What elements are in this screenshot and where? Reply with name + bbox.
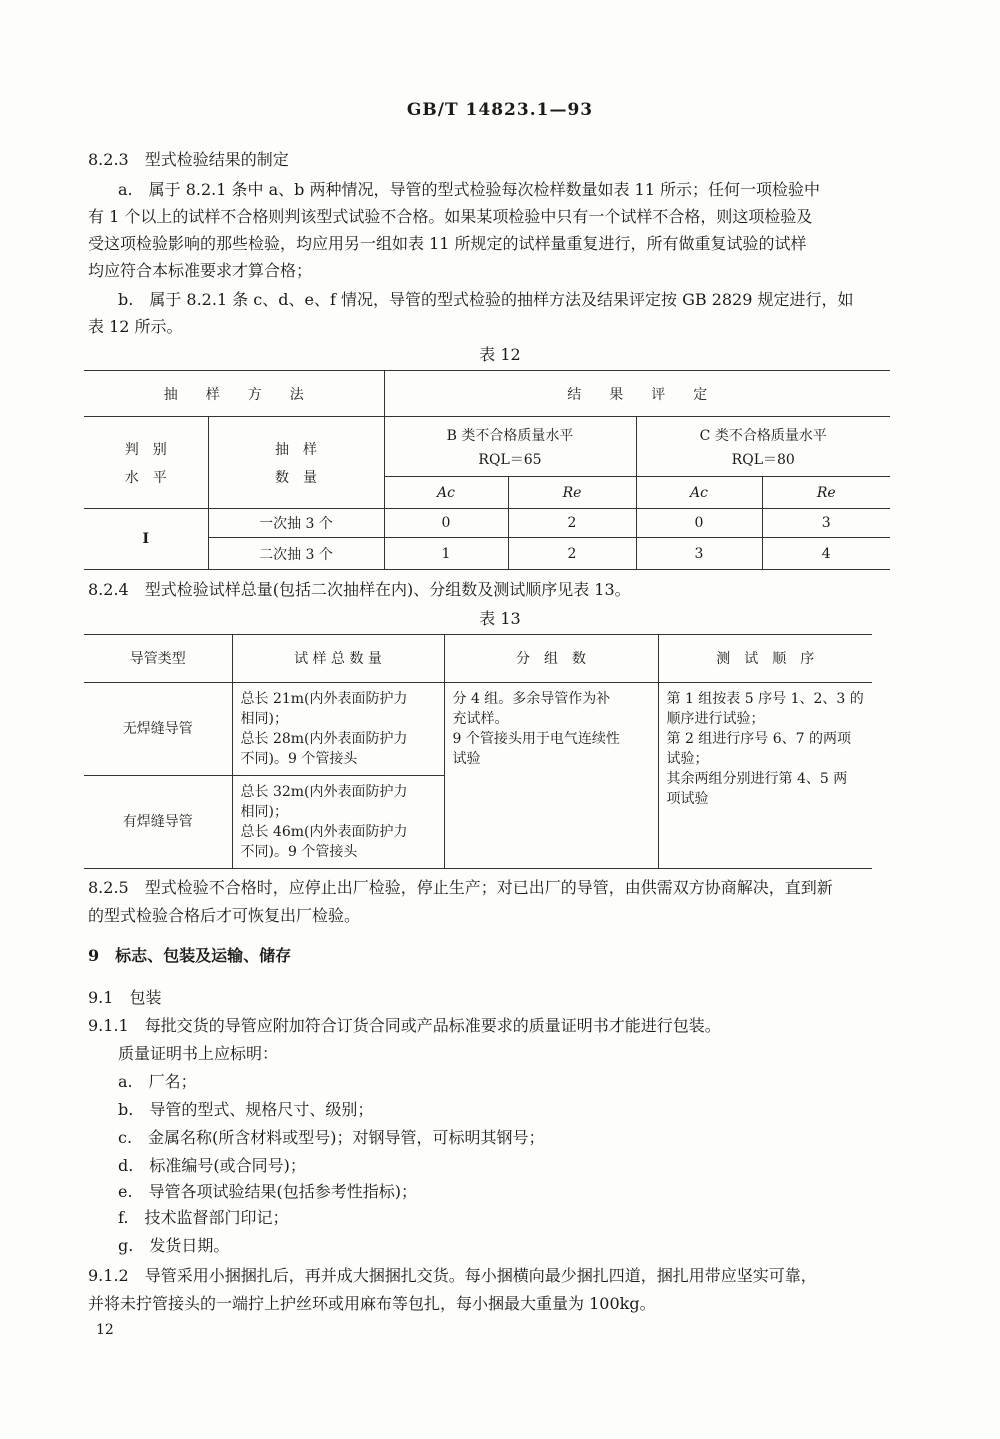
t12-header-b xyxy=(384,417,636,477)
t13-row2-total-line: 不同)。9 个管接头 xyxy=(240,844,358,860)
t13-row1-total xyxy=(232,683,444,776)
section-8-2-5-line1: 8.2.5 型式检验不合格时，应停止出厂检验，停止生产；对已出厂的导管，由供需双方协商解决，直到新 xyxy=(88,878,833,897)
t13-order-line: 其余两组分别进行第 4、5 两 xyxy=(666,771,848,787)
t12-level-value: I xyxy=(84,509,208,570)
section-8-2-5-line2: 的型式检验合格后才可恢复出厂检验。 xyxy=(88,906,361,925)
t12-b-line1: B 类不合格质量水平 xyxy=(446,427,574,444)
t13-groups-cell xyxy=(444,683,658,869)
standard-header: GB/T 14823.1—93 xyxy=(406,100,594,120)
t13-order-cell xyxy=(658,683,872,869)
t13-header-type: 导管类型 xyxy=(84,635,232,683)
t12-c-re: Re xyxy=(762,477,890,509)
t13-order-line: 第 1 组按表 5 序号 1、2、3 的 xyxy=(666,691,864,707)
t12-row2-b-ac: 1 xyxy=(384,538,508,570)
t13-row2-type: 有焊缝导管 xyxy=(84,776,232,869)
t12-row2-plan: 二次抽 3 个 xyxy=(208,538,384,570)
t12-c-line1: C 类不合格质量水平 xyxy=(699,427,827,444)
section-9-1-1-line1: 9.1.1 每批交货的导管应附加符合订货合同或产品标准要求的质量证明书才能进行包装。 xyxy=(88,1016,721,1035)
table12-caption: 表 12 xyxy=(479,345,521,364)
page-number: 12 xyxy=(96,1322,114,1338)
section-9-1-2-line2: 并将未拧管接头的一端拧上护丝环或用麻布等包扎，每小捆最大重量为 100kg。 xyxy=(88,1294,656,1313)
t12-row2-c-ac: 3 xyxy=(636,538,762,570)
list-item-d: d. 标准编号(或合同号)； xyxy=(118,1156,306,1175)
list-item-b: b. 导管的型式、规格尺寸、级别； xyxy=(118,1100,374,1119)
para-a-line2: 有 1 个以上的试样不合格则判该型式试验不合格。如果某项检验中只有一个试样不合格，则这项检验及 xyxy=(88,207,813,226)
t13-row2-total-line: 总长 32m(内外表面防护力 xyxy=(240,784,408,800)
para-a-line3: 受这项检验影响的那些检验，均应用另一组如表 11 所规定的试样量重复进行，所有做重复试验的试样 xyxy=(88,234,807,253)
section-8-2-3-title: 8.2.3 型式检验结果的制定 xyxy=(88,150,289,169)
list-item-e: e. 导管各项试验结果(包括参考性指标)； xyxy=(118,1182,418,1201)
t12-row2-b-re: 2 xyxy=(508,538,636,570)
t12-header-result: 结 果 评 定 xyxy=(384,371,890,417)
t12-header-c xyxy=(636,417,890,477)
t12-row1-b-re: 2 xyxy=(508,509,636,538)
section-9-title: 9 标志、包装及运输、储存 xyxy=(88,946,292,965)
t12-row1-c-re: 3 xyxy=(762,509,890,538)
list-item-f: f. 技术监督部门印记； xyxy=(118,1208,289,1227)
t12-row1-plan: 一次抽 3 个 xyxy=(208,509,384,538)
t13-groups-line: 试验 xyxy=(452,751,481,767)
t12-header-method: 抽 样 方 法 xyxy=(84,371,384,417)
t13-header-order: 测 试 顺 序 xyxy=(658,635,872,683)
table-12 xyxy=(84,370,890,570)
t13-order-line: 试验； xyxy=(666,751,709,767)
t12-b-ac: Ac xyxy=(384,477,508,509)
list-item-c: c. 金属名称(所含材料或型号)；对钢导管，可标明其钢号； xyxy=(118,1128,545,1147)
t13-order-line: 第 2 组进行序号 6、7 的两项 xyxy=(666,731,852,747)
list-item-g: g. 发货日期。 xyxy=(118,1236,230,1255)
t12-row2-c-re: 4 xyxy=(762,538,890,570)
section-9-1-title: 9.1 包装 xyxy=(88,988,162,1007)
t12-row1-b-ac: 0 xyxy=(384,509,508,538)
t13-header-total: 试 样 总 数 量 xyxy=(232,635,444,683)
t12-c-ac: Ac xyxy=(636,477,762,509)
t13-groups-line: 充试样。 xyxy=(452,711,509,727)
table-13 xyxy=(84,634,872,869)
para-b-line2: 表 12 所示。 xyxy=(88,317,183,336)
section-8-2-4: 8.2.4 型式检验试样总量(包括二次抽样在内)、分组数及测试顺序见表 13。 xyxy=(88,580,631,599)
t13-groups-line: 分 4 组。多余导管作为补 xyxy=(452,691,611,707)
t13-row1-type: 无焊缝导管 xyxy=(84,683,232,776)
t13-row2-total-line: 相同)； xyxy=(240,804,288,820)
t12-count-line2: 数 量 xyxy=(275,469,317,486)
t13-row2-total-line: 总长 46m(内外表面防护力 xyxy=(240,824,408,840)
t13-order-line: 项试验 xyxy=(666,791,709,807)
t12-c-line2: RQL＝80 xyxy=(731,451,795,468)
list-item-a: a. 厂名； xyxy=(118,1072,197,1091)
t13-row1-total-line: 不同)。9 个管接头 xyxy=(240,751,358,767)
t12-b-line2: RQL＝65 xyxy=(478,451,542,468)
para-a-line4: 均应符合本标准要求才算合格； xyxy=(88,261,313,280)
para-b-line1: b. 属于 8.2.1 条 c、d、e、f 情况，导管的型式检验的抽样方法及结果评定按 GB 2829 规定进行，如 xyxy=(118,290,854,309)
t12-count-line1: 抽 样 xyxy=(275,441,317,458)
t12-row1-c-ac: 0 xyxy=(636,509,762,538)
t12-header-count xyxy=(208,417,384,509)
t13-row1-total-line: 总长 21m(内外表面防护力 xyxy=(240,691,408,707)
t12-b-re: Re xyxy=(508,477,636,509)
section-9-1-1-line2: 质量证明书上应标明： xyxy=(118,1044,279,1063)
table13-caption: 表 13 xyxy=(479,609,521,628)
t13-row2-total xyxy=(232,776,444,869)
t13-groups-line: 9 个管接头用于电气连续性 xyxy=(452,731,620,747)
t13-order-line: 顺序进行试验； xyxy=(666,711,765,727)
section-9-1-2-line1: 9.1.2 导管采用小捆捆扎后，再并成大捆捆扎交货。每小捆横向最少捆扎四道，捆扎用带应坚实可靠， xyxy=(88,1266,817,1285)
t13-row1-total-line: 总长 28m(内外表面防护力 xyxy=(240,731,408,747)
t13-header-groups: 分 组 数 xyxy=(444,635,658,683)
t13-row1-total-line: 相同)； xyxy=(240,711,288,727)
t12-level-line2: 水 平 xyxy=(124,469,167,486)
t12-header-level xyxy=(84,417,208,509)
t12-level-line1: 判 别 xyxy=(124,441,167,458)
para-a-line1: a. 属于 8.2.1 条中 a、b 两种情况，导管的型式检验每次检样数量如表 11 所示；任何一项检验中 xyxy=(118,180,820,199)
